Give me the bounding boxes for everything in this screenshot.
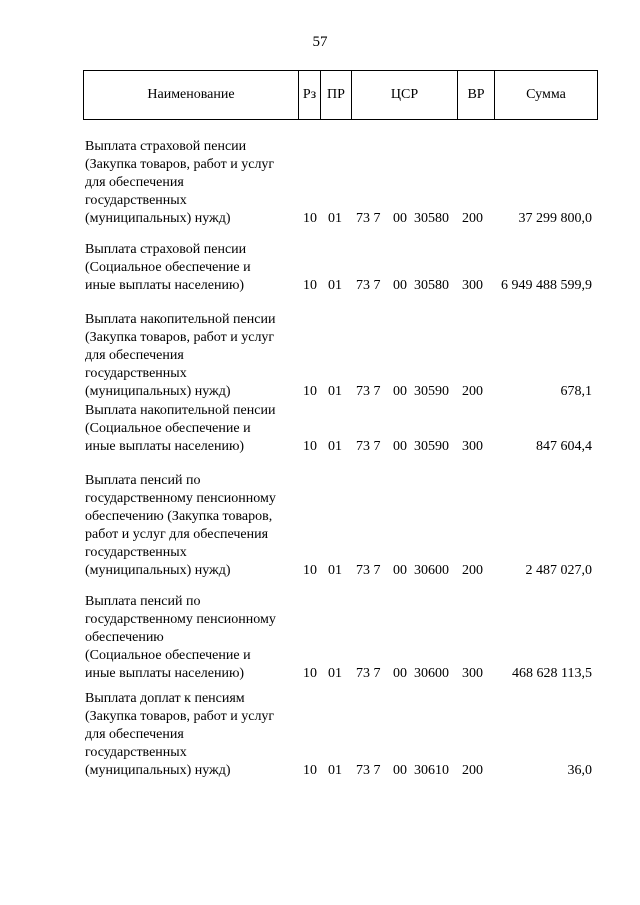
row-csr-program: 73 7 [356,666,381,681]
row-vr: 200 [462,763,483,778]
row-pr: 01 [328,563,342,578]
row-csr-subprogram: 00 [393,278,407,293]
row-description: Выплата страховой пенсии (Закупка товаров, работ и услуг для обеспечения государственных (муниципальных) нужд) [85,139,275,226]
row-sum: 37 299 800,0 [518,211,592,226]
row-vr: 200 [462,563,483,578]
row-csr-subprogram: 00 [393,763,407,778]
row-csr-subprogram: 00 [393,211,407,226]
row-sum: 468 628 113,5 [512,666,592,681]
row-sum: 847 604,4 [536,439,592,454]
row-description: Выплата накопительной пенсии (Закупка товаров, работ и услуг для обеспечения государственных (муниципальных) нужд) [85,312,276,399]
header-pr: ПР [321,71,352,119]
row-vr: 300 [462,278,483,293]
row-vr: 300 [462,439,483,454]
row-csr-program: 73 7 [356,211,381,226]
row-csr-program: 73 7 [356,439,381,454]
row-rz: 10 [303,563,317,578]
row-rz: 10 [303,278,317,293]
row-sum: 36,0 [567,763,592,778]
row-csr-code: 30580 [414,278,449,293]
row-description: Выплата накопительной пенсии (Социальное обеспечение и иные выплаты населению) [85,403,276,454]
row-rz: 10 [303,439,317,454]
row-csr-subprogram: 00 [393,666,407,681]
row-pr: 01 [328,666,342,681]
page-number: 57 [312,34,328,50]
header-name: Наименование [84,71,299,119]
row-pr: 01 [328,384,342,399]
row-sum: 678,1 [560,384,592,399]
row-rz: 10 [303,211,317,226]
row-csr-code: 30610 [414,763,449,778]
row-vr: 300 [462,666,483,681]
row-rz: 10 [303,666,317,681]
row-csr-subprogram: 00 [393,384,407,399]
row-csr-code: 30600 [414,666,449,681]
row-description: Выплата страховой пенсии (Социальное обеспечение и иные выплаты населению) [85,242,251,293]
row-csr-code: 30590 [414,439,449,454]
row-pr: 01 [328,278,342,293]
header-rz: Рз [299,71,321,119]
header-csr: ЦСР [352,71,458,119]
row-rz: 10 [303,384,317,399]
row-sum: 6 949 488 599,9 [501,278,592,293]
row-csr-program: 73 7 [356,563,381,578]
row-csr-program: 73 7 [356,763,381,778]
row-csr-code: 30600 [414,563,449,578]
row-csr-code: 30580 [414,211,449,226]
row-description: Выплата доплат к пенсиям (Закупка товаров, работ и услуг для обеспечения государственных (муниципальных) нужд) [85,691,275,778]
header-vr: ВР [458,71,495,119]
row-vr: 200 [462,384,483,399]
row-csr-program: 73 7 [356,384,381,399]
row-description: Выплата пенсий по государственному пенсионному обеспечению (Закупка товаров, работ и услуг для обеспечения государственных (муниципальных) нужд) [85,473,276,578]
row-csr-subprogram: 00 [393,563,407,578]
row-csr-code: 30590 [414,384,449,399]
row-pr: 01 [328,763,342,778]
row-sum: 2 487 027,0 [525,563,592,578]
table-header [83,70,598,120]
row-csr-program: 73 7 [356,278,381,293]
row-vr: 200 [462,211,483,226]
header-sum: Сумма [526,87,566,102]
row-pr: 01 [328,439,342,454]
row-rz: 10 [303,763,317,778]
row-csr-subprogram: 00 [393,439,407,454]
row-description: Выплата пенсий по государственному пенсионному обеспечению (Социальное обеспечение и иные выплаты населению) [85,594,276,681]
row-pr: 01 [328,211,342,226]
